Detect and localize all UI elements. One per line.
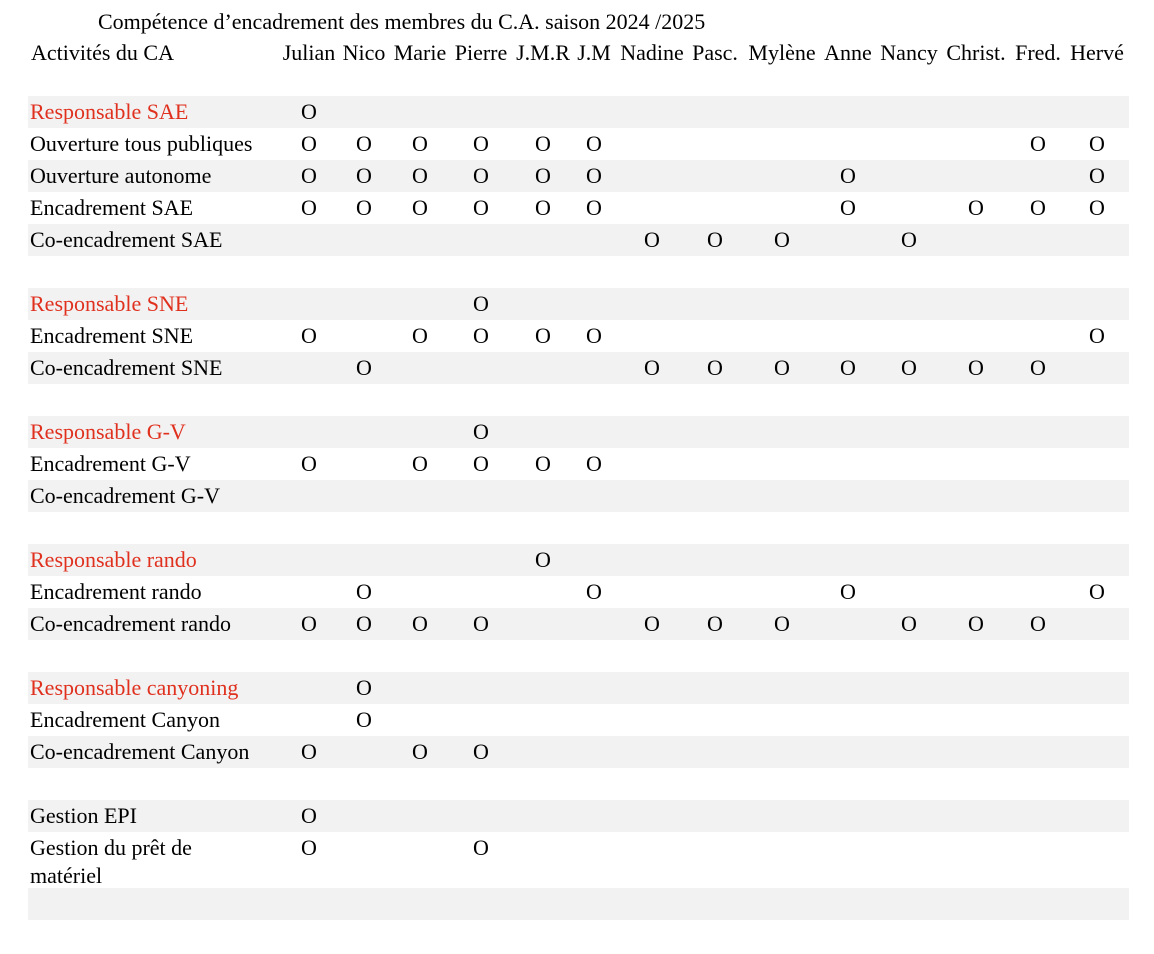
- competence-mark: O: [1030, 355, 1046, 380]
- competence-mark: O: [1030, 611, 1046, 636]
- competence-mark: O: [586, 579, 602, 604]
- column-header-member: Anne: [824, 40, 872, 65]
- competence-mark: O: [473, 739, 489, 764]
- competence-mark: O: [535, 131, 551, 156]
- competence-mark: O: [707, 227, 723, 252]
- row-activity-label: Ouverture tous publiques: [30, 131, 253, 156]
- row-activity-label: Responsable G-V: [30, 419, 186, 444]
- table-header-row: [0, 37, 1154, 69]
- table-row: [28, 96, 1129, 128]
- column-header-member: Christ.: [946, 40, 1006, 65]
- table-row: [28, 544, 1129, 576]
- column-header-member: J.M.R: [516, 40, 570, 65]
- competence-mark: O: [901, 355, 917, 380]
- document-title: Compétence d’encadrement des membres du C.A. saison 2024 /2025: [98, 9, 706, 34]
- column-header-member: Nadine: [620, 40, 684, 65]
- competence-mark: O: [1089, 195, 1105, 220]
- row-activity-label: Encadrement SNE: [30, 323, 194, 348]
- competence-mark: O: [473, 451, 489, 476]
- competence-mark: O: [774, 355, 790, 380]
- table-row: [28, 224, 1129, 256]
- row-activity-label: Encadrement Canyon: [30, 707, 220, 732]
- competence-mark: O: [473, 291, 489, 316]
- competence-mark: O: [301, 323, 317, 348]
- competence-mark: O: [356, 163, 372, 188]
- table-row: [28, 832, 1129, 888]
- table-row: [28, 288, 1129, 320]
- competence-mark: O: [356, 675, 372, 700]
- competence-mark: O: [301, 611, 317, 636]
- competence-mark: O: [1089, 323, 1105, 348]
- table-spacer-row: [28, 888, 1129, 920]
- table-row: [28, 480, 1129, 512]
- competence-mark: O: [301, 163, 317, 188]
- competence-mark: O: [301, 739, 317, 764]
- competence-mark: O: [901, 611, 917, 636]
- competence-mark: O: [1089, 131, 1105, 156]
- row-activity-label: Encadrement G-V: [30, 451, 191, 476]
- competence-table: [28, 96, 1129, 920]
- table-spacer-row: [28, 384, 1129, 416]
- competence-mark: O: [412, 131, 428, 156]
- competence-mark: O: [901, 227, 917, 252]
- competence-mark: O: [1030, 195, 1046, 220]
- competence-mark: O: [840, 579, 856, 604]
- table-spacer-row: [28, 768, 1129, 800]
- table-row: [28, 320, 1129, 352]
- table-spacer-row: [28, 256, 1129, 288]
- competence-mark: O: [473, 835, 489, 860]
- competence-mark: O: [586, 451, 602, 476]
- table-row: [28, 448, 1129, 480]
- competence-mark: O: [473, 611, 489, 636]
- table-row: [28, 800, 1129, 832]
- column-header-member: Julian: [282, 40, 336, 65]
- row-activity-label: Responsable SAE: [30, 99, 189, 124]
- competence-mark: O: [412, 163, 428, 188]
- competence-mark: O: [968, 195, 984, 220]
- competence-mark: O: [586, 163, 602, 188]
- competence-mark: O: [473, 419, 489, 444]
- competence-mark: O: [301, 451, 317, 476]
- competence-mark: O: [707, 355, 723, 380]
- competence-mark: O: [412, 611, 428, 636]
- competence-mark: O: [473, 131, 489, 156]
- row-activity-label: Encadrement rando: [30, 579, 202, 604]
- competence-mark: O: [356, 131, 372, 156]
- competence-mark: O: [356, 355, 372, 380]
- row-activity-label: Responsable SNE: [30, 291, 189, 316]
- column-header-member: Marie: [393, 40, 447, 65]
- competence-mark: O: [968, 355, 984, 380]
- row-activity-label: Co-encadrement SNE: [30, 355, 223, 380]
- competence-mark: O: [412, 739, 428, 764]
- competence-mark: O: [840, 355, 856, 380]
- competence-mark: O: [301, 803, 317, 828]
- table-row: [28, 416, 1129, 448]
- competence-mark: O: [412, 195, 428, 220]
- row-activity-label: Ouverture autonome: [30, 163, 212, 188]
- competence-mark: O: [840, 163, 856, 188]
- row-activity-label: Co-encadrement rando: [30, 611, 231, 636]
- competence-mark: O: [1089, 163, 1105, 188]
- column-header-member: Fred.: [1015, 40, 1061, 65]
- competence-mark: O: [301, 835, 317, 860]
- table-row: [28, 352, 1129, 384]
- table-row: [28, 192, 1129, 224]
- competence-mark: O: [301, 131, 317, 156]
- competence-mark: O: [535, 323, 551, 348]
- competence-mark: O: [412, 451, 428, 476]
- competence-mark: O: [840, 195, 856, 220]
- competence-mark: O: [535, 451, 551, 476]
- column-header-member: Mylène: [748, 40, 816, 65]
- table-row: [28, 736, 1129, 768]
- row-activity-label: Co-encadrement Canyon: [30, 739, 250, 764]
- competence-mark: O: [473, 163, 489, 188]
- competence-mark: O: [356, 611, 372, 636]
- column-header-member: Nico: [342, 40, 386, 65]
- competence-mark: O: [301, 195, 317, 220]
- competence-mark: O: [301, 99, 317, 124]
- competence-mark: O: [586, 195, 602, 220]
- table-row: [28, 160, 1129, 192]
- row-activity-label: Encadrement SAE: [30, 195, 194, 220]
- header-activities-label: Activités du CA: [31, 40, 174, 65]
- competence-mark: O: [473, 323, 489, 348]
- table-spacer-row: [28, 640, 1129, 672]
- column-header-member: Nancy: [880, 40, 938, 65]
- competence-mark: O: [586, 131, 602, 156]
- competence-mark: O: [774, 611, 790, 636]
- competence-mark: O: [473, 195, 489, 220]
- competence-mark: O: [356, 707, 372, 732]
- competence-mark: O: [356, 579, 372, 604]
- competence-mark: O: [535, 547, 551, 572]
- column-header-member: Pasc.: [692, 40, 738, 65]
- table-row: [28, 704, 1129, 736]
- table-row: [28, 576, 1129, 608]
- competence-mark: O: [644, 611, 660, 636]
- competence-mark: O: [644, 355, 660, 380]
- table-row: [28, 608, 1129, 640]
- competence-mark: O: [774, 227, 790, 252]
- competence-mark: O: [412, 323, 428, 348]
- competence-mark: O: [644, 227, 660, 252]
- competence-mark: O: [586, 323, 602, 348]
- row-activity-label: Responsable canyoning: [30, 675, 239, 700]
- competence-mark: O: [968, 611, 984, 636]
- competence-mark: O: [707, 611, 723, 636]
- competence-mark: O: [1089, 579, 1105, 604]
- competence-mark: O: [356, 195, 372, 220]
- table-spacer-row: [28, 512, 1129, 544]
- competence-mark: O: [535, 195, 551, 220]
- row-activity-label: Co-encadrement G-V: [30, 483, 220, 508]
- column-header-member: Hervé: [1070, 40, 1124, 65]
- table-row: [28, 672, 1129, 704]
- competence-mark: O: [1030, 131, 1046, 156]
- row-activity-label: Responsable rando: [30, 547, 197, 572]
- column-header-member: J.M: [577, 40, 611, 65]
- competence-mark: O: [535, 163, 551, 188]
- table-row: [28, 128, 1129, 160]
- row-activity-label: Co-encadrement SAE: [30, 227, 223, 252]
- row-activity-label: Gestion EPI: [30, 803, 137, 828]
- row-activity-label: Gestion du prêt de matériel: [30, 835, 192, 888]
- column-header-member: Pierre: [454, 40, 508, 65]
